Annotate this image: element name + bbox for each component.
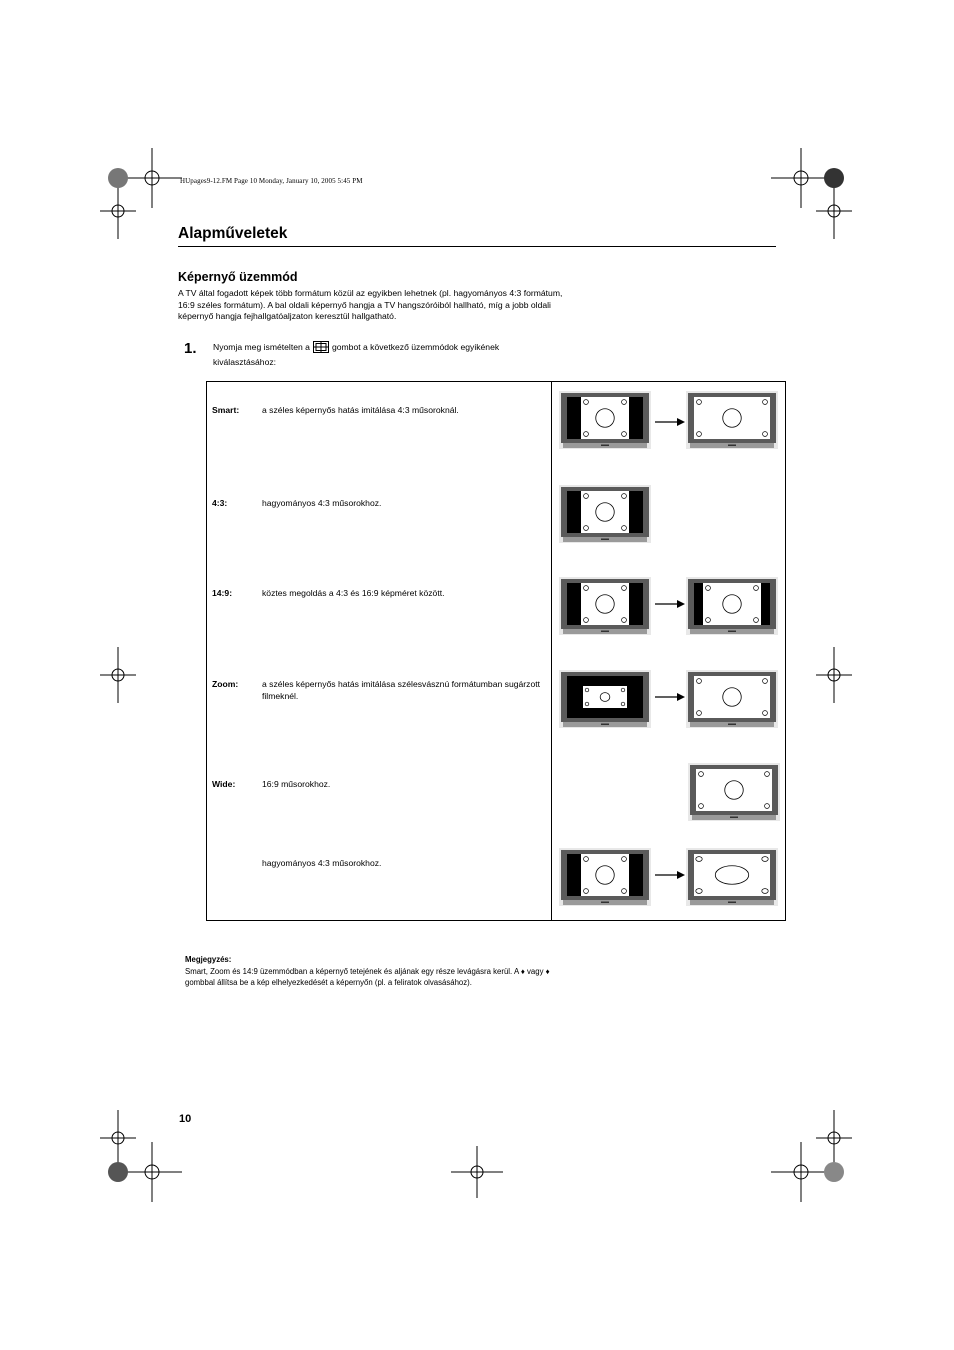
section-title: Alapműveletek	[178, 225, 288, 242]
mode-desc-14-9: köztes megoldás a 4:3 és 16:9 képméret között.	[262, 588, 445, 598]
tv-wide-before	[559, 848, 651, 906]
arrow-right-icon	[655, 870, 685, 880]
mode-label-14-9: 14:9:	[212, 588, 233, 598]
page-number: 10	[179, 1113, 192, 1125]
file-info: HUpages9-12.FM Page 10 Monday, January 10, 2005 5:45 PM	[180, 177, 363, 185]
note-title: Megjegyzés:	[185, 955, 232, 964]
color-target-icon	[824, 168, 844, 188]
mode-desc-smart: a széles képernyős hatás imitálása 4:3 műsoroknál.	[262, 405, 459, 415]
mode-desc-extra: hagyományos 4:3 műsorokhoz.	[262, 858, 382, 868]
tv-4-3	[559, 485, 651, 543]
tv-14-9-before	[559, 577, 651, 635]
arrow-right-icon	[655, 599, 685, 609]
mode-desc-wide: 16:9 műsorokhoz.	[262, 779, 331, 789]
mode-label-4-3: 4:3:	[212, 498, 228, 508]
crosshair-icon	[771, 148, 831, 208]
color-target-icon	[108, 1162, 128, 1182]
crosshair-icon	[100, 647, 136, 703]
tv-14-9-after	[686, 577, 778, 635]
crosshair-icon	[771, 1142, 831, 1202]
step-instruction	[213, 341, 553, 368]
crosshair-icon	[816, 183, 852, 239]
crosshair-icon	[816, 647, 852, 703]
crosshair-icon	[100, 1110, 136, 1166]
table-column-divider	[551, 381, 552, 921]
crosshair-icon	[816, 1110, 852, 1166]
color-target-icon	[108, 168, 128, 188]
tv-smart-after	[686, 391, 778, 449]
tv-wide-after	[686, 848, 778, 906]
screen-format-button-icon	[313, 341, 329, 357]
arrow-right-icon	[655, 417, 685, 427]
step-number: 1.	[184, 340, 197, 357]
crosshair-icon	[122, 1142, 182, 1202]
crosshair-icon	[451, 1146, 503, 1198]
screen-mode-intro: A TV által fogadott képek több formátum közül az egyikben lehetnek (pl. hagyományos 4:3 formátum, 16:9 széles formátum). A bal oldali képernyő hangja a TV hangszóróiból hallható, míg a jobb oldali képernyő hangja fejhallgatóaljzaton keresztül hallgatható.	[178, 288, 563, 322]
mode-table	[206, 381, 786, 921]
tv-wide	[688, 763, 780, 821]
color-target-icon	[824, 1162, 844, 1182]
tv-smart-before	[559, 391, 651, 449]
section-divider	[178, 246, 776, 247]
tv-zoom-before	[559, 670, 651, 728]
crosshair-icon	[100, 183, 136, 239]
mode-label-smart: Smart:	[212, 405, 240, 415]
mode-label-zoom: Zoom:	[212, 679, 239, 689]
crosshair-icon	[122, 148, 182, 208]
mode-desc-zoom: a széles képernyős hatás imitálása szélesvásznú formátumban sugárzott filmeknél.	[262, 679, 541, 701]
arrow-right-icon	[655, 692, 685, 702]
mode-desc-4-3: hagyományos 4:3 műsorokhoz.	[262, 498, 382, 508]
screen-mode-heading: Képernyő üzemmód	[178, 270, 298, 284]
tv-zoom-after	[686, 670, 778, 728]
mode-label-wide: Wide:	[212, 779, 236, 789]
step-text-before: Nyomja meg ismételten a	[213, 342, 310, 352]
step-text-after: gombot a következő üzemmódok egyikének kiválasztásához:	[213, 342, 500, 367]
note-text: Smart, Zoom és 14:9 üzemmódban a képernyő tetejének és aljának egy része levágásra kerül. A ♦ vagy ♦ gombbal állítsa be a kép elhelyezkedését a képernyőn (pl. a feliratok olvasásához).	[185, 967, 550, 988]
